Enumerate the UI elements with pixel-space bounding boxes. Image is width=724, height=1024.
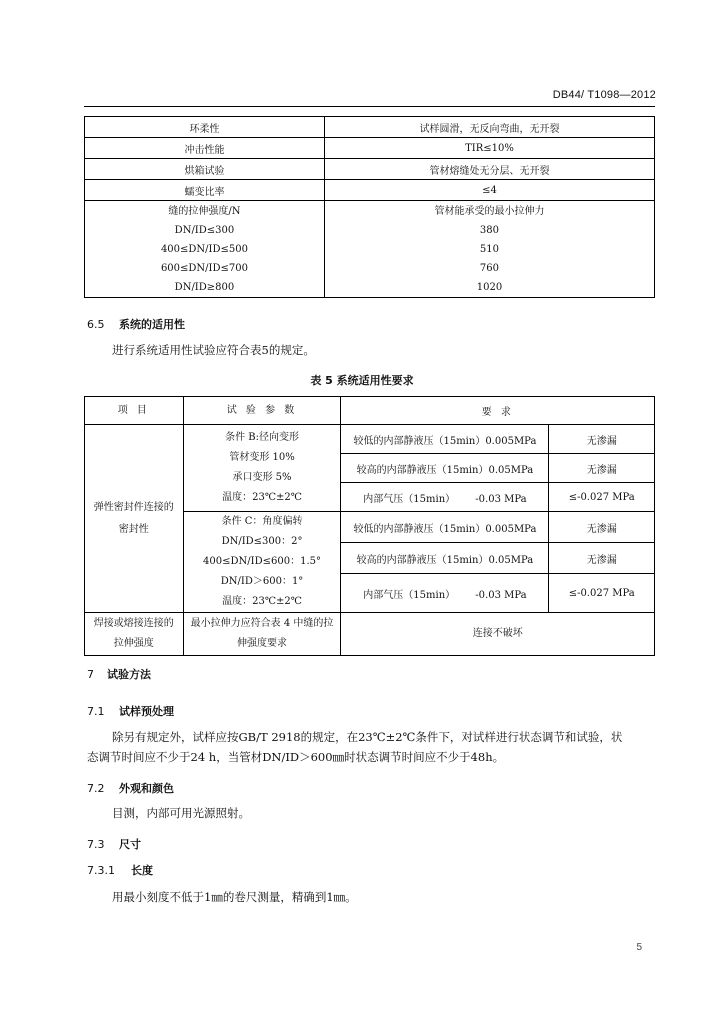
condition-line: 温度：23℃±2℃	[222, 492, 302, 503]
requirement-cell: 较低的内部静液压（15min）0.005MPa	[341, 425, 549, 454]
requirement-value: -0.03 MPa	[475, 493, 527, 505]
tensile-value: 380	[479, 225, 500, 236]
tensile-item: 400≤DN/ID≤500	[160, 244, 248, 255]
header-requirement: 要 求	[341, 397, 655, 425]
tensile-item: DN/ID≥800	[174, 282, 235, 293]
page-number: 5	[636, 942, 642, 953]
condition-line: DN/ID≤300：2°	[221, 536, 303, 547]
table-cell: 蠕变比率	[85, 180, 325, 201]
tensile-values-cell	[324, 201, 654, 298]
tensile-item: 缝的拉伸强度/N	[168, 206, 241, 217]
result-cell: ≤-0.027 MPa	[549, 574, 655, 613]
weld-category-cell: 焊接或熔接连接的拉伸强度	[85, 613, 184, 656]
standard-code: DB44/ T1098—2012	[552, 89, 656, 101]
requirement-value: -0.03 MPa	[475, 589, 527, 601]
header-item: 项 目	[85, 397, 184, 425]
section-7-1-line1: 除另有规定外，试样应按GB/T 2918的规定，在23℃±2℃条件下，对试样进行状态调节和试验，状	[112, 730, 623, 744]
table-row	[85, 613, 655, 656]
section-7-1-line2: 态调节时间应不少于24 h，当管材DN/ID＞600㎜时状态调节时间应不少于48h。	[87, 750, 505, 764]
requirement-cell: 较低的内部静液压（15min）0.005MPa	[341, 512, 549, 543]
weld-param-cell: 最小拉伸力应符合表 4 中缝的拉伸强度要求	[183, 613, 341, 656]
condition-line: 管材变形 10%	[229, 452, 295, 463]
section-heading-7-3: 7.3 尺寸	[87, 838, 141, 851]
weld-result-cell: 连接不破坏	[341, 613, 655, 656]
table-row	[85, 159, 655, 180]
result-cell: ≤-0.027 MPa	[549, 483, 655, 512]
table-cell: 管材熔缝处无分层、无开裂	[324, 159, 654, 180]
tensile-item: 600≤DN/ID≤700	[160, 263, 248, 274]
section-heading-7-2: 7.2 外观和颜色	[87, 782, 174, 795]
seal-category-cell: 弹性密封件连接的密封性	[85, 425, 184, 613]
condition-line: 温度：23℃±2℃	[222, 596, 302, 607]
condition-b-cell	[183, 425, 341, 512]
table-row	[85, 201, 655, 298]
result-cell: 无渗漏	[549, 512, 655, 543]
tensile-value: 管材能承受的最小拉伸力	[434, 206, 545, 217]
condition-c-cell	[183, 512, 341, 613]
section-7-3-1-text: 用最小刻度不低于1㎜的卷尺测量，精确到1㎜。	[112, 890, 357, 904]
tensile-items-cell	[85, 201, 325, 298]
tensile-value: 510	[479, 244, 500, 255]
tensile-value: 760	[479, 263, 500, 274]
result-cell: 无渗漏	[549, 425, 655, 454]
table-row	[85, 138, 655, 159]
section-6-5-text: 进行系统适用性试验应符合表5的规定。	[112, 343, 315, 357]
requirement-cell: 较高的内部静液压（15min）0.05MPa	[341, 543, 549, 574]
table-row	[85, 425, 655, 454]
system-suitability-table	[84, 396, 655, 656]
header-divider	[84, 106, 655, 107]
requirement-cell	[341, 483, 549, 512]
result-cell: 无渗漏	[549, 454, 655, 483]
requirement-label: 内部气压（15min）	[363, 589, 456, 601]
header-params: 试 验 参 数	[183, 397, 341, 425]
requirement-label: 内部气压（15min）	[363, 493, 456, 505]
table-cell: ≤4	[324, 180, 654, 201]
section-heading-7: 7 试验方法	[87, 668, 151, 681]
table-row	[85, 180, 655, 201]
table-cell: 冲击性能	[85, 138, 325, 159]
performance-table	[84, 116, 655, 298]
result-cell: 无渗漏	[549, 543, 655, 574]
section-heading-7-3-1: 7.3.1 长度	[87, 864, 153, 877]
condition-line: DN/ID＞600：1°	[220, 576, 304, 587]
section-heading-6-5: 6.5 系统的适用性	[87, 318, 185, 331]
condition-line: 承口变形 5%	[232, 472, 292, 483]
table-row	[85, 117, 655, 138]
section-7-2-text: 目测，内部可用光源照射。	[112, 806, 250, 820]
table-cell: 烘箱试验	[85, 159, 325, 180]
condition-line: 400≤DN/ID≤600：1.5°	[203, 556, 321, 567]
section-heading-7-1: 7.1 试样预处理	[87, 705, 174, 718]
table5-caption: 表 5 系统适用性要求	[310, 374, 414, 387]
tensile-value: 1020	[476, 282, 503, 293]
table-cell: 环柔性	[85, 117, 325, 138]
requirement-cell	[341, 574, 549, 613]
table-cell: 试样圆滑，无反向弯曲，无开裂	[324, 117, 654, 138]
condition-line: 条件 C：角度偏转	[221, 516, 303, 527]
table-header-row	[85, 397, 655, 425]
condition-line: 条件 B:径向变形	[225, 432, 299, 443]
table-cell: TIR≤10%	[324, 138, 654, 159]
tensile-item: DN/ID≤300	[174, 225, 235, 236]
requirement-cell: 较高的内部静液压（15min）0.05MPa	[341, 454, 549, 483]
